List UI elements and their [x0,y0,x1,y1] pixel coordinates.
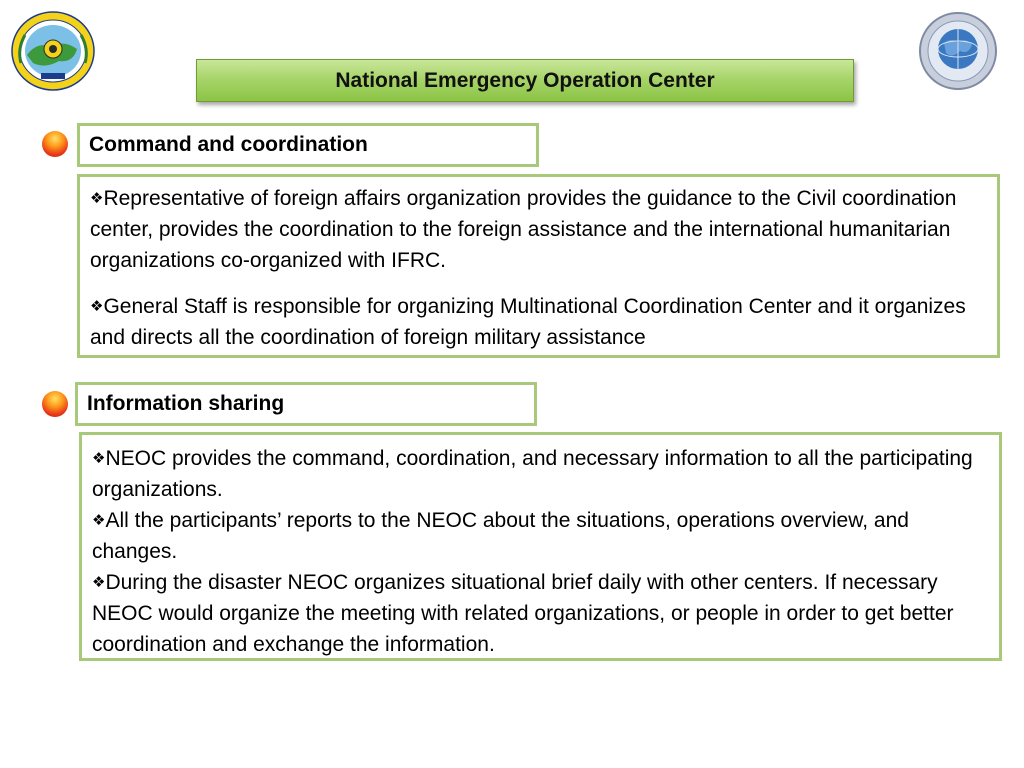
paragraph [90,183,987,276]
paragraph [92,505,989,567]
paragraph-text: All the participants’ reports to the NEOC about the situations, operations overview, and changes. [92,509,909,563]
paragraph-text: Representative of foreign affairs organization provides the guidance to the Civil coordination center, provides the coordination to the foreign assistance and the international humanitarian organizations co-organized with IFRC. [90,187,957,272]
section-heading-command [77,123,539,167]
section-heading-information [75,382,537,426]
paragraph [92,567,989,660]
paragraph [92,443,989,505]
paragraph-text: During the disaster NEOC organizes situational brief daily with other centers. If necessary NEOC would organize the meeting with related organizations, or people in order to get better coordination and exchange the information. [92,571,954,656]
globe-seal-logo-icon [918,11,998,91]
diamond-bullet-icon: ❖ [92,511,106,529]
paragraph-text: General Staff is responsible for organizing Multinational Coordination Center and it organizes and directs all the coordination of foreign military assistance [90,295,966,349]
diamond-bullet-icon: ❖ [92,573,106,591]
content-box-information [79,432,1002,661]
paragraph-text: NEOC provides the command, coordination, and necessary information to all the participating organizations. [92,447,973,501]
diamond-bullet-icon: ❖ [90,189,104,207]
emblem-logo-icon [11,11,95,91]
paragraph [90,291,987,353]
section-heading-label: Command and coordination [89,133,368,156]
content-box-command [77,174,1000,358]
section-bullet-icon [42,391,68,417]
page-title: National Emergency Operation Center [335,68,715,92]
diamond-bullet-icon: ❖ [92,449,106,467]
section-heading-label: Information sharing [87,392,285,415]
diamond-bullet-icon: ❖ [90,297,104,315]
section-bullet-icon [42,131,68,157]
title-banner [196,59,854,102]
